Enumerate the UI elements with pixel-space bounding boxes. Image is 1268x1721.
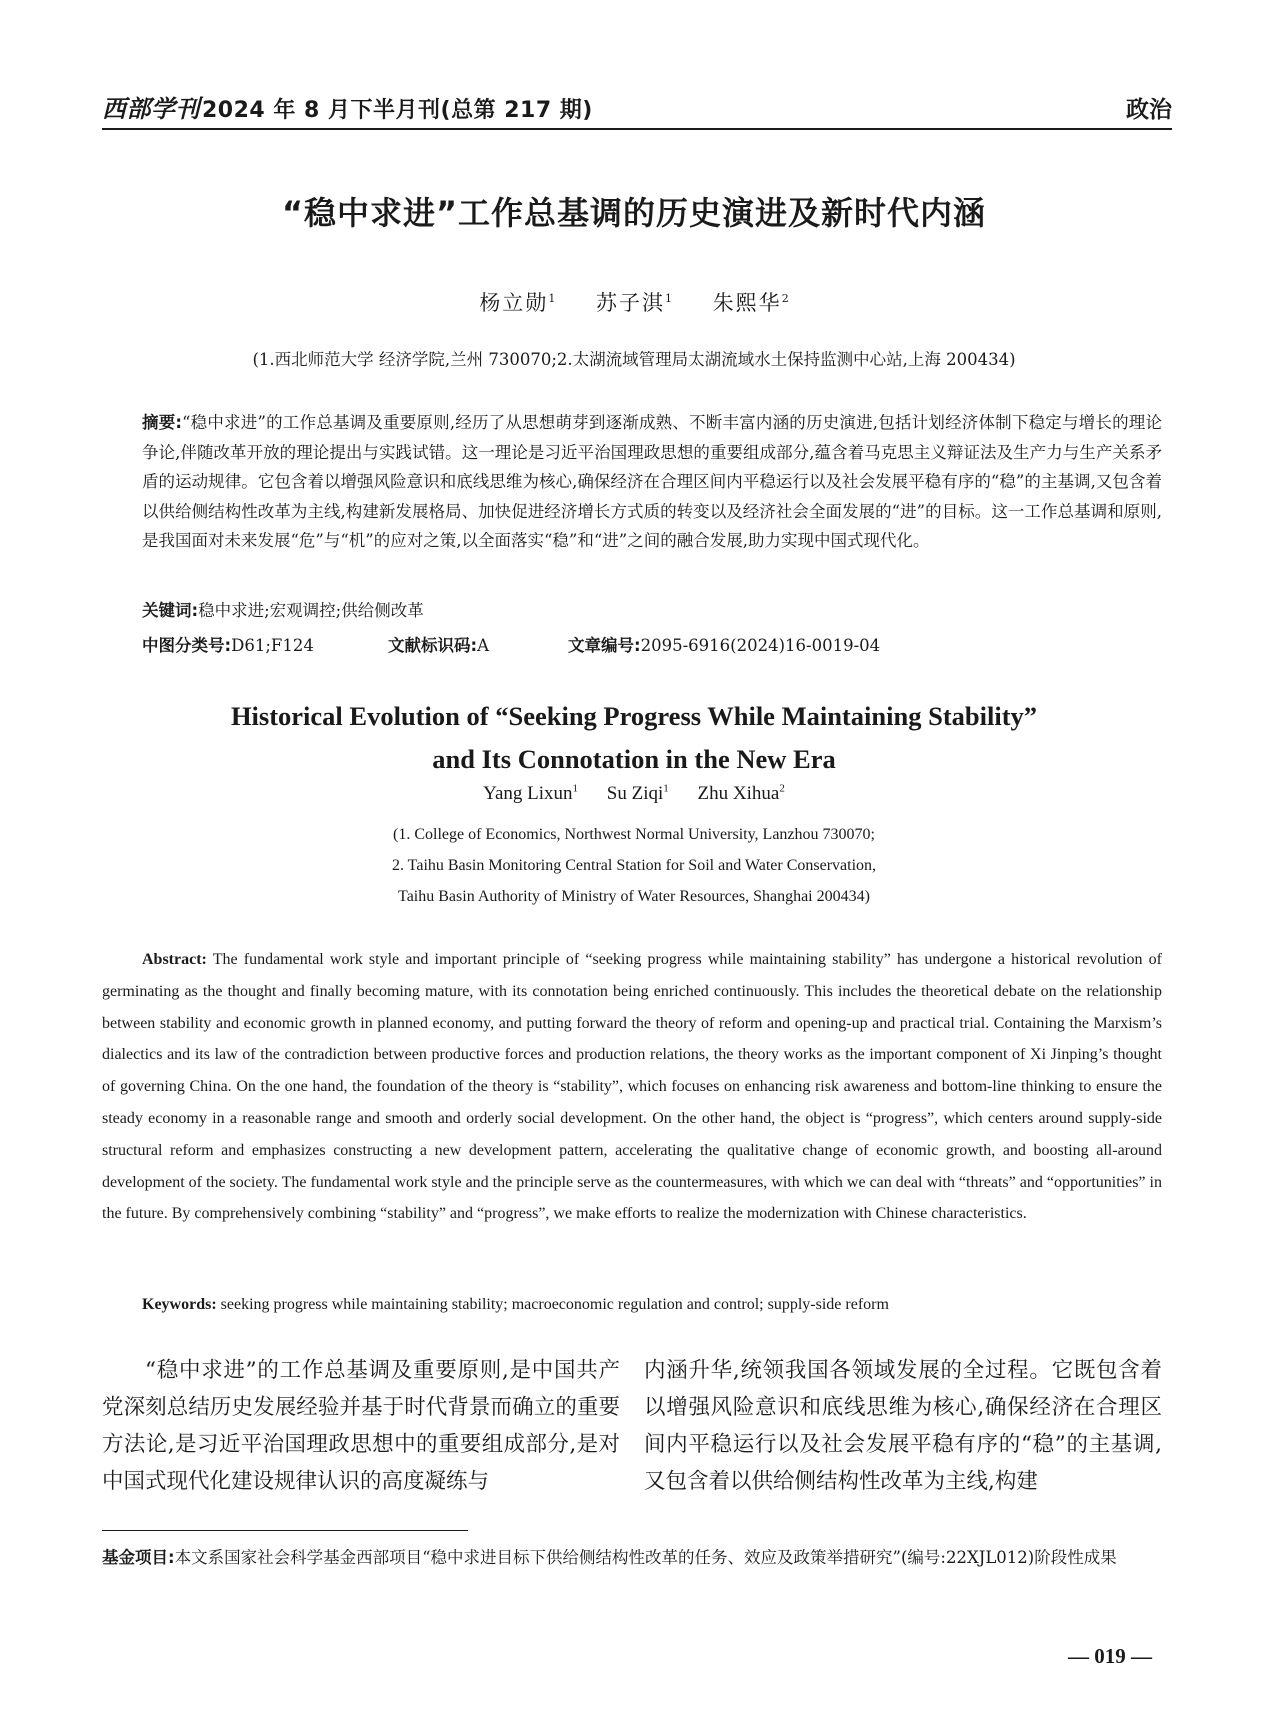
paper-title-cn: “稳中求进”工作总基调的历史演进及新时代内涵 bbox=[281, 194, 987, 232]
issue-info: 2024 年 8 月下半月刊(总第 217 期) bbox=[202, 98, 593, 123]
keywords-en-text: seeking progress while maintaining stability; macroeconomic regulation and control; supply-side reform bbox=[220, 1296, 889, 1313]
abstract-cn-label: 摘要: bbox=[142, 413, 183, 432]
body-paragraph: 内涵升华,统领我国各领域发展的全过程。它既包含着以增强风险意识和底线思维为核心,确保经济在合理区间内平稳运行以及社会发展平稳有序的“稳”的主基调,又包含着以供给侧结构性改革为主线,构建 bbox=[644, 1358, 1162, 1494]
footnote-text: 本文系国家社会科学基金西部项目“稳中求进目标下供给侧结构性改革的任务、效应及政策举措研究”(编号:22XJL012)阶段性成果 bbox=[174, 1548, 1117, 1567]
running-header bbox=[102, 88, 1172, 124]
keywords-en-label: Keywords: bbox=[142, 1296, 217, 1313]
author-en: Yang Lixun$^1$ bbox=[483, 783, 579, 805]
abstract-cn bbox=[142, 408, 1162, 556]
header-divider bbox=[102, 128, 1172, 130]
title-en-line: Historical Evolution of “Seeking Progress While Maintaining Stability” bbox=[230, 701, 1038, 731]
abstract-en-text: The fundamental work style and important principle of “seeking progress while maintaining stability” has undergone a historical revolution of germinating as the thought and finally becoming mature, with its connotation being enriched continuously. This includes the theoretical debate on the relationship between stability and economic growth in planned economy, and putting forward the theory of reform and opening-up and practical trial. Containing the Marxism’s dialectics and its law of the contradiction between productive forces and production relations, the theory works as the important component of Xi Jinping’s thought of governing China. On the one hand, the foundation of the theory is “stability”, which focuses on enhancing risk awareness and bottom-line thinking to ensure the steady economy in a reasonable range and smooth and orderly social development. On the other hand, the object is “progress”, which centers around supply-side structural reform and emphasizes constructing a new development pattern, accelerating the qualitative change of economic growth, and boosting all-around development of the society. The fundamental work style and the principle serve as the countermeasures, with which we can deal with “threats” and “opportunities” in the future. By comprehensively combining “stability” and “progress”, we make efforts to realize the modernization with Chinese characteristics. bbox=[102, 951, 1163, 1223]
keywords-cn-label: 关键词: bbox=[142, 601, 199, 620]
affiliation-en-line: Taihu Basin Authority of Ministry of Water Resources, Shanghai 200434) bbox=[398, 888, 870, 905]
affiliation-cn: (1.西北师范大学 经济学院,兰州 730070;2.太湖流域管理局太湖流域水土保持监测中心站,上海 200434) bbox=[252, 350, 1016, 369]
title-en-line: and Its Connotation in the New Era bbox=[432, 744, 836, 774]
footnote-divider bbox=[102, 1530, 468, 1531]
author-en: Zhu Xihua$^2$ bbox=[697, 783, 785, 805]
author-cn: 朱熙华$^2$ bbox=[712, 291, 789, 315]
abstract-en bbox=[102, 944, 1162, 1230]
keywords-cn-text: 稳中求进;宏观调控;供给侧改革 bbox=[198, 601, 424, 620]
authors-en bbox=[0, 783, 1268, 805]
abstract-en-label: Abstract: bbox=[142, 951, 207, 968]
body-paragraph: “稳中求进”的工作总基调及重要原则,是中国共产党深刻总结历史发展经验并基于时代背景而确立的重要方法论,是习近平治国理政思想中的重要组成部分,是对中国式现代化建设规律认识的高度凝练与 bbox=[102, 1358, 620, 1494]
funding-footnote bbox=[102, 1542, 1162, 1573]
clc-number: 中图分类号:D61;F124 bbox=[142, 636, 314, 655]
author-cn: 杨立勋$^1$ bbox=[479, 291, 556, 315]
affiliation-en bbox=[0, 819, 1268, 912]
authors-cn bbox=[0, 287, 1268, 317]
affiliation-en-line: (1. College of Economics, Northwest Normal University, Lanzhou 730070; bbox=[393, 826, 875, 843]
abstract-cn-text: “稳中求进”的工作总基调及重要原则,经历了从思想萌芽到逐渐成熟、不断丰富内涵的历史演进,包括计划经济体制下稳定与增长的理论争论,伴随改革开放的理论提出与实践试错。这一理论是习近平治国理政思想的重要组成部分,蕴含着马克思主义辩证法及生产力与生产关系矛盾的运动规律。它包含着以增强风险意识和底线思维为核心,确保经济在合理区间内平稳运行以及社会发展平稳有序的“稳”的主基调,又包含着以供给侧结构性改革为主线,构建新发展格局、加快促进经济增长方式质的转变以及经济社会全面发展的“进”的目标。这一工作总基调和原则,是我国面对未来发展“危”与“机”的应对之策,以全面落实“稳”和“进”之间的融合发展,助力实现中国式现代化。 bbox=[142, 413, 1162, 550]
keywords-cn bbox=[142, 597, 424, 621]
body-text bbox=[102, 1352, 1162, 1500]
body-column-right bbox=[644, 1352, 1162, 1500]
document-code: 文献标识码:A bbox=[388, 636, 490, 655]
journal-issue bbox=[102, 89, 593, 124]
paper-title-en bbox=[0, 695, 1268, 781]
section-name: 政治 bbox=[1126, 97, 1172, 123]
author-en: Su Ziqi$^1$ bbox=[606, 783, 669, 805]
author-cn: 苏子淇$^1$ bbox=[596, 291, 672, 315]
affiliation-en-line: 2. Taihu Basin Monitoring Central Station for Soil and Water Conservation, bbox=[391, 857, 877, 874]
classification-row bbox=[142, 632, 880, 656]
body-column-left bbox=[102, 1352, 620, 1500]
footnote-label: 基金项目: bbox=[102, 1548, 175, 1567]
keywords-en bbox=[142, 1296, 889, 1314]
journal-logo: 西部学刊 bbox=[102, 94, 200, 123]
page-number: — 019 — bbox=[1068, 1644, 1152, 1668]
article-number: 文章编号:2095-6916(2024)16-0019-04 bbox=[568, 636, 881, 655]
